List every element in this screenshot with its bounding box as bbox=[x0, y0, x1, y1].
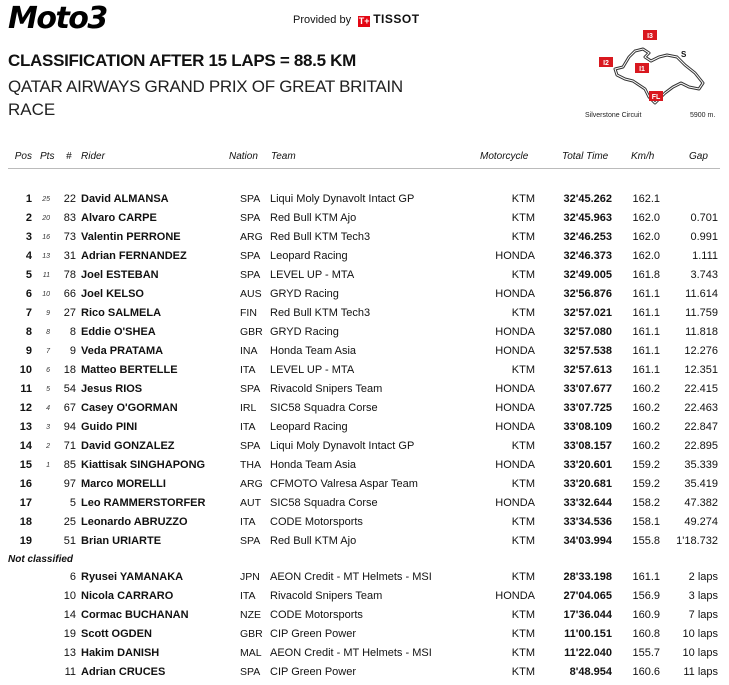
classification-title: CLASSIFICATION AFTER 15 LAPS = 88.5 KM bbox=[8, 51, 357, 70]
cell-rider: Scott OGDEN bbox=[81, 628, 152, 640]
cell-time: 33'34.536 bbox=[563, 516, 612, 528]
cell-team: Honda Team Asia bbox=[270, 345, 357, 357]
cell-pts: 6 bbox=[46, 367, 50, 374]
cell-team: GRYD Racing bbox=[270, 326, 339, 338]
cell-num: 66 bbox=[63, 288, 76, 300]
cell-team: Leopard Racing bbox=[270, 250, 348, 262]
cell-time: 33'20.681 bbox=[563, 478, 612, 490]
cell-pos: 7 bbox=[25, 307, 32, 319]
cell-moto: KTM bbox=[511, 193, 535, 205]
table-row bbox=[0, 399, 729, 418]
cell-pos: 13 bbox=[19, 421, 32, 433]
cell-num: 94 bbox=[63, 421, 76, 433]
cell-num: 22 bbox=[63, 193, 76, 205]
header-divider bbox=[8, 168, 720, 169]
cell-rider: Jesus RIOS bbox=[81, 383, 143, 395]
provided-by bbox=[293, 12, 420, 27]
cell-team: Rivacold Snipers Team bbox=[270, 383, 383, 395]
cell-nation: ITA bbox=[240, 590, 256, 602]
cell-pts: 13 bbox=[42, 253, 50, 260]
sector-marker-i1-label: I1 bbox=[639, 66, 645, 73]
cell-time: 17'36.044 bbox=[563, 609, 612, 621]
cell-moto: KTM bbox=[511, 666, 535, 678]
cell-gap: 0.701 bbox=[690, 212, 718, 224]
cell-num: 31 bbox=[63, 250, 76, 262]
not-classified-row bbox=[0, 663, 729, 682]
cell-moto: HONDA bbox=[495, 402, 535, 414]
cell-moto: KTM bbox=[511, 571, 535, 583]
session-title: RACE bbox=[8, 100, 56, 119]
cell-kmh: 162.0 bbox=[632, 250, 660, 262]
cell-pos: 1 bbox=[25, 193, 32, 205]
cell-nation: JPN bbox=[240, 571, 260, 583]
cell-pos: 4 bbox=[25, 250, 32, 262]
cell-team: SIC58 Squadra Corse bbox=[270, 402, 378, 414]
table-row bbox=[0, 418, 729, 437]
cell-gap: 10 laps bbox=[682, 647, 718, 659]
cell-nation: AUS bbox=[240, 288, 262, 300]
moto3-logo bbox=[8, 1, 158, 36]
cell-team: Liqui Moly Dynavolt Intact GP bbox=[270, 193, 415, 205]
event-title: QATAR AIRWAYS GRAND PRIX OF GREAT BRITAIN bbox=[8, 77, 403, 96]
table-row bbox=[0, 513, 729, 532]
cell-time: 32'46.253 bbox=[563, 231, 612, 243]
cell-nation: AUT bbox=[240, 497, 261, 509]
cell-kmh: 156.9 bbox=[632, 590, 660, 602]
cell-rider: Valentin PERRONE bbox=[81, 231, 181, 243]
cell-kmh: 160.6 bbox=[632, 666, 660, 678]
cell-team: CODE Motorsports bbox=[270, 609, 363, 621]
header-nation: Nation bbox=[229, 151, 258, 162]
results-table bbox=[0, 190, 729, 682]
cell-gap: 7 laps bbox=[688, 609, 718, 621]
cell-team: Red Bull KTM Ajo bbox=[270, 212, 357, 224]
cell-num: 27 bbox=[63, 307, 76, 319]
cell-time: 8'48.954 bbox=[569, 666, 612, 678]
cell-moto: HONDA bbox=[495, 459, 535, 471]
cell-gap: 35.339 bbox=[684, 459, 718, 471]
cell-nation: ITA bbox=[240, 364, 256, 376]
cell-team: CFMOTO Valresa Aspar Team bbox=[270, 478, 418, 490]
cell-time: 32'57.613 bbox=[563, 364, 612, 376]
cell-num: 51 bbox=[63, 535, 76, 547]
cell-time: 32'57.080 bbox=[563, 326, 612, 338]
cell-nation: SPA bbox=[240, 383, 261, 395]
cell-rider: Joel KELSO bbox=[81, 288, 144, 300]
cell-kmh: 161.1 bbox=[632, 288, 660, 300]
cell-rider: Adrian CRUCES bbox=[81, 666, 166, 678]
header-pos: Pos bbox=[14, 151, 32, 162]
cell-kmh: 160.9 bbox=[632, 609, 660, 621]
cell-rider: David GONZALEZ bbox=[81, 440, 175, 452]
cell-num: 6 bbox=[69, 571, 76, 583]
cell-num: 5 bbox=[69, 497, 76, 509]
cell-team: SIC58 Squadra Corse bbox=[270, 497, 378, 509]
cell-num: 97 bbox=[63, 478, 76, 490]
cell-pts: 10 bbox=[42, 291, 50, 298]
cell-team: Honda Team Asia bbox=[270, 459, 357, 471]
cell-kmh: 161.1 bbox=[632, 345, 660, 357]
cell-nation: ARG bbox=[240, 231, 263, 243]
cell-pos: 6 bbox=[25, 288, 32, 300]
not-classified-row bbox=[0, 644, 729, 663]
cell-num: 85 bbox=[63, 459, 76, 471]
cell-num: 78 bbox=[63, 269, 76, 281]
cell-moto: KTM bbox=[511, 478, 535, 490]
cell-team: AEON Credit - MT Helmets - MSI bbox=[270, 571, 432, 583]
cell-nation: SPA bbox=[240, 269, 261, 281]
cell-time: 34'03.994 bbox=[563, 535, 612, 547]
cell-kmh: 158.2 bbox=[632, 497, 660, 509]
cell-num: 71 bbox=[63, 440, 76, 452]
cell-pts: 4 bbox=[46, 405, 50, 412]
cell-kmh: 155.7 bbox=[632, 647, 660, 659]
cell-team: LEVEL UP - MTA bbox=[270, 364, 355, 376]
table-row bbox=[0, 494, 729, 513]
cell-nation: GBR bbox=[240, 326, 263, 338]
cell-gap: 22.847 bbox=[684, 421, 718, 433]
cell-nation: FIN bbox=[240, 307, 257, 319]
cell-pos: 17 bbox=[19, 497, 32, 509]
cell-kmh: 158.1 bbox=[632, 516, 660, 528]
header-gap: Gap bbox=[689, 151, 708, 162]
cell-team: Red Bull KTM Tech3 bbox=[270, 307, 371, 319]
cell-gap: 35.419 bbox=[684, 478, 718, 490]
not-classified-row bbox=[0, 587, 729, 606]
cell-time: 28'33.198 bbox=[563, 571, 612, 583]
sector-marker-s-label: S bbox=[681, 50, 687, 59]
cell-moto: HONDA bbox=[495, 345, 535, 357]
cell-nation: SPA bbox=[240, 535, 261, 547]
cell-pts: 20 bbox=[42, 215, 50, 222]
cell-time: 11'00.151 bbox=[564, 628, 612, 640]
cell-time: 33'07.725 bbox=[563, 402, 612, 414]
cell-pos: 10 bbox=[19, 364, 32, 376]
cell-pts: 25 bbox=[42, 196, 50, 203]
cell-pos: 5 bbox=[25, 269, 32, 281]
tissot-mark-icon: T+ bbox=[358, 16, 370, 26]
table-row bbox=[0, 532, 729, 551]
cell-gap: 2 laps bbox=[688, 571, 718, 583]
table-row bbox=[0, 323, 729, 342]
cell-time: 11'22.040 bbox=[564, 647, 612, 659]
cell-time: 32'57.538 bbox=[563, 345, 612, 357]
cell-kmh: 161.1 bbox=[632, 571, 660, 583]
cell-rider: Marco MORELLI bbox=[81, 478, 166, 490]
cell-team: AEON Credit - MT Helmets - MSI bbox=[270, 647, 432, 659]
table-row bbox=[0, 266, 729, 285]
cell-gap: 12.276 bbox=[684, 345, 718, 357]
cell-team: Red Bull KTM Ajo bbox=[270, 535, 357, 547]
cell-moto: HONDA bbox=[495, 421, 535, 433]
cell-moto: KTM bbox=[511, 231, 535, 243]
cell-time: 32'46.373 bbox=[563, 250, 612, 262]
cell-num: 67 bbox=[63, 402, 76, 414]
cell-kmh: 155.8 bbox=[632, 535, 660, 547]
cell-nation: SPA bbox=[240, 212, 261, 224]
cell-pts: 9 bbox=[46, 310, 50, 317]
cell-team: Rivacold Snipers Team bbox=[270, 590, 383, 602]
cell-num: 73 bbox=[63, 231, 76, 243]
cell-gap: 22.895 bbox=[684, 440, 718, 452]
cell-rider: Leo RAMMERSTORFER bbox=[81, 497, 206, 509]
cell-time: 33'08.109 bbox=[563, 421, 612, 433]
table-row bbox=[0, 380, 729, 399]
cell-moto: KTM bbox=[511, 307, 535, 319]
cell-pts: 1 bbox=[46, 462, 50, 469]
circuit-name: Silverstone Circuit bbox=[585, 112, 642, 119]
cell-kmh: 160.8 bbox=[632, 628, 660, 640]
cell-gap: 22.415 bbox=[684, 383, 718, 395]
cell-rider: Alvaro CARPE bbox=[81, 212, 157, 224]
cell-moto: KTM bbox=[511, 269, 535, 281]
cell-moto: KTM bbox=[511, 440, 535, 452]
cell-gap: 11.614 bbox=[685, 288, 718, 300]
finish-line-marker bbox=[649, 91, 663, 101]
table-row bbox=[0, 304, 729, 323]
cell-gap: 0.991 bbox=[690, 231, 718, 243]
cell-nation: GBR bbox=[240, 628, 263, 640]
cell-rider: Cormac BUCHANAN bbox=[81, 609, 189, 621]
cell-gap: 11 laps bbox=[683, 666, 718, 678]
cell-pos: 19 bbox=[19, 535, 32, 547]
cell-num: 14 bbox=[63, 609, 76, 621]
cell-nation: NZE bbox=[240, 609, 261, 621]
cell-rider: Rico SALMELA bbox=[81, 307, 162, 319]
sector-marker-i2-label: I2 bbox=[603, 60, 609, 67]
header-number: # bbox=[66, 151, 72, 162]
cell-time: 32'57.021 bbox=[563, 307, 612, 319]
cell-pts: 5 bbox=[46, 386, 50, 393]
cell-gap: 22.463 bbox=[684, 402, 718, 414]
cell-kmh: 162.0 bbox=[632, 231, 660, 243]
cell-rider: Guido PINI bbox=[81, 421, 138, 433]
cell-time: 27'04.065 bbox=[563, 590, 612, 602]
header-pts: Pts bbox=[40, 151, 55, 162]
table-row bbox=[0, 456, 729, 475]
cell-moto: KTM bbox=[511, 647, 535, 659]
cell-kmh: 160.2 bbox=[632, 402, 660, 414]
cell-gap: 1.111 bbox=[692, 250, 718, 262]
cell-num: 8 bbox=[69, 326, 76, 338]
cell-pos: 11 bbox=[20, 383, 32, 395]
cell-kmh: 162.0 bbox=[632, 212, 660, 224]
table-row bbox=[0, 209, 729, 228]
cell-team: CIP Green Power bbox=[270, 628, 357, 640]
circuit-length: 5900 m. bbox=[690, 112, 716, 119]
cell-gap: 49.274 bbox=[684, 516, 718, 528]
cell-time: 33'32.644 bbox=[563, 497, 612, 509]
cell-kmh: 161.8 bbox=[632, 269, 660, 281]
table-row bbox=[0, 228, 729, 247]
cell-moto: HONDA bbox=[495, 497, 535, 509]
cell-pos: 3 bbox=[25, 231, 32, 243]
cell-kmh: 160.2 bbox=[632, 440, 660, 452]
cell-rider: Brian URIARTE bbox=[81, 535, 162, 547]
cell-team: GRYD Racing bbox=[270, 288, 339, 300]
cell-num: 13 bbox=[63, 647, 76, 659]
cell-nation: THA bbox=[240, 459, 261, 471]
not-classified-section bbox=[0, 551, 729, 568]
cell-rider: Matteo BERTELLE bbox=[81, 364, 178, 376]
cell-rider: Nicola CARRARO bbox=[81, 590, 174, 602]
cell-team: LEVEL UP - MTA bbox=[270, 269, 355, 281]
table-row bbox=[0, 190, 729, 209]
cell-gap: 3.743 bbox=[690, 269, 718, 281]
provided-by-label: Provided by bbox=[293, 14, 352, 26]
tissot-logo: TISSOT bbox=[373, 12, 420, 26]
cell-pts: 7 bbox=[46, 348, 50, 355]
cell-kmh: 159.2 bbox=[632, 478, 660, 490]
cell-pts: 2 bbox=[46, 443, 50, 450]
cell-time: 32'45.963 bbox=[563, 212, 612, 224]
cell-nation: ITA bbox=[240, 516, 256, 528]
cell-moto: KTM bbox=[511, 628, 535, 640]
cell-num: 25 bbox=[63, 516, 76, 528]
cell-nation: ARG bbox=[240, 478, 263, 490]
not-classified-row bbox=[0, 625, 729, 644]
cell-pos: 14 bbox=[19, 440, 32, 452]
cell-gap: 10 laps bbox=[682, 628, 718, 640]
cell-time: 33'08.157 bbox=[563, 440, 612, 452]
cell-pts: 3 bbox=[46, 424, 50, 431]
cell-rider: Veda PRATAMA bbox=[81, 345, 164, 357]
cell-gap: 11.818 bbox=[685, 326, 718, 338]
header-kmh: Km/h bbox=[631, 151, 655, 162]
cell-rider: Adrian FERNANDEZ bbox=[81, 250, 187, 262]
cell-kmh: 161.1 bbox=[632, 326, 660, 338]
cell-nation: INA bbox=[240, 345, 258, 357]
cell-gap: 47.382 bbox=[684, 497, 718, 509]
cell-num: 83 bbox=[63, 212, 76, 224]
sector-marker-i2 bbox=[599, 57, 613, 67]
cell-nation: SPA bbox=[240, 666, 261, 678]
cell-num: 18 bbox=[63, 364, 76, 376]
cell-gap: 1'18.732 bbox=[676, 535, 718, 547]
cell-nation: SPA bbox=[240, 440, 261, 452]
not-classified-row bbox=[0, 568, 729, 587]
cell-moto: HONDA bbox=[495, 383, 535, 395]
cell-nation: SPA bbox=[240, 193, 261, 205]
not-classified-label: Not classified bbox=[8, 554, 74, 565]
sector-marker-i3-label: I3 bbox=[647, 33, 653, 40]
cell-rider: Hakim DANISH bbox=[81, 647, 160, 659]
cell-pos: 16 bbox=[19, 478, 32, 490]
cell-pos: 8 bbox=[25, 326, 32, 338]
cell-nation: MAL bbox=[240, 647, 262, 659]
cell-num: 10 bbox=[63, 590, 76, 602]
cell-pos: 15 bbox=[19, 459, 32, 471]
cell-moto: KTM bbox=[511, 212, 535, 224]
cell-moto: KTM bbox=[511, 535, 535, 547]
cell-kmh: 160.2 bbox=[632, 383, 660, 395]
cell-kmh: 161.1 bbox=[632, 364, 660, 376]
cell-nation: IRL bbox=[240, 402, 257, 414]
cell-kmh: 161.1 bbox=[632, 307, 660, 319]
table-header bbox=[0, 151, 729, 167]
cell-pts: 11 bbox=[42, 272, 50, 279]
cell-pos: 12 bbox=[19, 402, 32, 414]
cell-gap: 11.759 bbox=[685, 307, 718, 319]
cell-num: 19 bbox=[63, 628, 76, 640]
table-row bbox=[0, 342, 729, 361]
cell-moto: HONDA bbox=[495, 288, 535, 300]
cell-gap: 12.351 bbox=[684, 364, 718, 376]
cell-moto: KTM bbox=[511, 516, 535, 528]
table-row bbox=[0, 437, 729, 456]
cell-team: CIP Green Power bbox=[270, 666, 357, 678]
sector-marker-i3 bbox=[643, 30, 657, 40]
cell-nation: SPA bbox=[240, 250, 261, 262]
table-row bbox=[0, 361, 729, 380]
circuit-map bbox=[585, 27, 719, 109]
cell-moto: KTM bbox=[511, 364, 535, 376]
cell-time: 32'56.876 bbox=[563, 288, 612, 300]
cell-rider: Ryusei YAMANAKA bbox=[81, 571, 184, 583]
cell-pts: 16 bbox=[42, 234, 50, 241]
cell-moto: HONDA bbox=[495, 326, 535, 338]
cell-kmh: 160.2 bbox=[632, 421, 660, 433]
cell-team: CODE Motorsports bbox=[270, 516, 363, 528]
cell-rider: Kiattisak SINGHAPONG bbox=[81, 459, 206, 471]
table-row bbox=[0, 285, 729, 304]
cell-time: 32'45.262 bbox=[563, 193, 612, 205]
not-classified-row bbox=[0, 606, 729, 625]
cell-time: 32'49.005 bbox=[563, 269, 612, 281]
cell-num: 11 bbox=[64, 666, 76, 678]
cell-rider: Eddie O'SHEA bbox=[81, 326, 156, 338]
sector-marker-i1 bbox=[635, 63, 649, 73]
cell-pos: 9 bbox=[25, 345, 32, 357]
cell-time: 33'20.601 bbox=[563, 459, 612, 471]
finish-line-marker-label: FL bbox=[651, 94, 661, 101]
cell-rider: Casey O'GORMAN bbox=[81, 402, 178, 414]
cell-kmh: 162.1 bbox=[632, 193, 660, 205]
cell-num: 9 bbox=[69, 345, 76, 357]
cell-moto: KTM bbox=[511, 609, 535, 621]
cell-rider: Leonardo ABRUZZO bbox=[81, 516, 188, 528]
header-rider: Rider bbox=[81, 151, 105, 162]
table-row bbox=[0, 475, 729, 494]
table-row bbox=[0, 247, 729, 266]
cell-team: Liqui Moly Dynavolt Intact GP bbox=[270, 440, 415, 452]
cell-rider: Joel ESTEBAN bbox=[81, 269, 159, 281]
cell-num: 54 bbox=[63, 383, 76, 395]
header-motorcycle: Motorcycle bbox=[480, 151, 529, 162]
cell-rider: David ALMANSA bbox=[81, 193, 169, 205]
cell-pos: 2 bbox=[25, 212, 32, 224]
moto3-logo-text: Moto3 bbox=[8, 1, 107, 36]
header-total-time: Total Time bbox=[562, 151, 609, 162]
header-team: Team bbox=[271, 151, 296, 162]
cell-pos: 18 bbox=[19, 516, 32, 528]
cell-kmh: 159.2 bbox=[632, 459, 660, 471]
cell-team: Leopard Racing bbox=[270, 421, 348, 433]
cell-gap: 3 laps bbox=[688, 590, 718, 602]
cell-nation: ITA bbox=[240, 421, 256, 433]
cell-moto: HONDA bbox=[495, 250, 535, 262]
cell-moto: HONDA bbox=[495, 590, 535, 602]
cell-time: 33'07.677 bbox=[563, 383, 612, 395]
cell-pts: 8 bbox=[46, 329, 50, 336]
cell-team: Red Bull KTM Tech3 bbox=[270, 231, 371, 243]
